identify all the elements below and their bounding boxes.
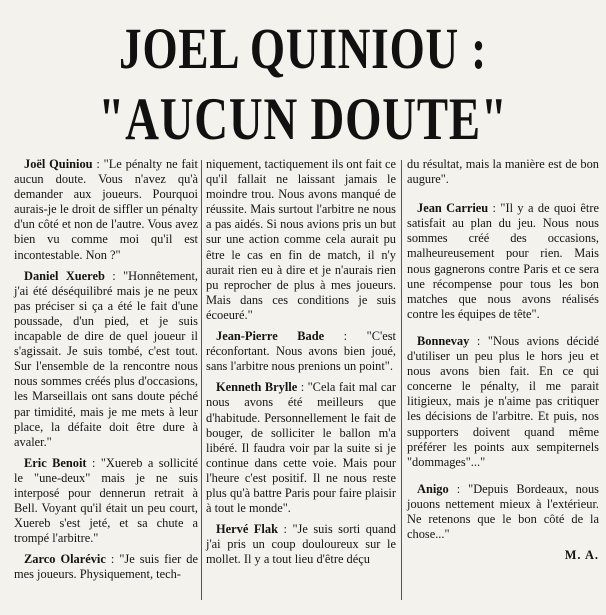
speaker-name: Hervé Flak [216,522,278,537]
quote-paragraph [407,201,599,322]
speaker-name: Eric Benoit [24,455,87,470]
quote-paragraph [14,157,198,263]
speaker-name: Anigo [417,481,449,496]
quote-text: : "Nous avions décidé d'utiliser un peu plus le hors jeu et nous avons bien fait. En ce qui concerne le pénalty, il me parait litigieux, mais je n'aime pas critiquer les décisions de l'arbitre. Et puis, nos supporters doivent quand même préférer les points aux sempiternels "dommages"..." [407,333,599,469]
quote-paragraph [206,329,396,374]
quote-paragraph [14,552,198,582]
quote-text: : "Je suis sorti quand j'ai pris un coup douloureux sur le mollet. Il y a tout lieu d'être déçu [206,522,397,567]
column-3 [407,157,599,563]
quote-continuation [407,157,599,187]
quote-text: : "Xuereb a sollicité le "une-deux" mais je ne suis interposé pour dennerun retrait à Bell. Voyant qu'il était un peu court, Xuereb s'est jeté, et sa chute a trompé l'arbitre." [14,455,198,546]
quote-text: : "Je suis fier de mes joueurs. Physiquement, tech- [14,552,198,582]
quote-paragraph [14,456,198,547]
speaker-name: Zarco Olarévic [24,552,106,567]
quote-paragraph [407,334,599,470]
quote-text: : "Il y a de quoi être satisfait au plan du jeu. Nous nous sommes créé des occasions, malheureusement pour rien. Mais nous gagnerons contre Paris et ce sera une récompense pour tous les bon matches que nous avons réalisés contre les équipes de tête". [407,201,599,321]
speaker-name: Kenneth Brylle [216,380,298,395]
quote-paragraph [206,380,396,516]
column-rule-1 [201,160,202,600]
column-rule-2 [401,160,402,600]
quote-text: du résultat, mais la manière est de bon augure". [407,157,599,187]
quote-text: : "C'est réconfortant. Nous avons bien joué, sans l'arbitre nous prenions un point". [206,329,396,374]
headline-line-2: "AUCUN DOUTE" [98,86,508,152]
speaker-name: Joël Quiniou [24,157,93,171]
speaker-name: Bonnevay [417,333,470,348]
speaker-name: Jean-Pierre Bade [216,329,325,344]
author-signature: M. A. [564,548,599,563]
quote-paragraph [407,482,599,542]
quote-text: niquement, tactiquement ils ont fait ce qu'il fallait ne laissant jamais le moindre trou. Nous avons manqué de réussite. Mais surtout l'arbitre ne nous a pas aidés. Si nous avions pris un but sur une action comme cela aurait pu être le cas en fin de match, il n'y aurait rien eu à dire et je n'aurais rien pu reprocher de plus à mes joueurs. Mais dans ces conditions je suis écoeuré." [206,157,396,322]
headline-line-1: JOEL QUINIOU : [119,16,487,81]
speaker-name: Daniel Xuereb [24,268,105,283]
quote-text: : "Le pénalty ne fait aucun doute. Vous n'avez qu'à demander aux joueurs. Pourquoi aurais-je le droit de siffler un pénalty d'un côté et non de l'autre. Vous avez bien vu comme moi qu'il est incontestable. Non ?" [14,157,198,262]
speaker-name: Jean Carrieu [417,201,489,216]
column-1 [14,157,198,589]
quote-continuation [206,157,396,323]
quote-paragraph [206,522,396,567]
column-2 [206,157,396,573]
quote-text: : "Cela fait mal car nous avons été meilleurs que d'habitude. Personnellement le fait de bouger, de solliciter le ballon m'a libéré. Il faudra voir par la suite si je continue dans cette voie. Mais pour l'heure c'est positif. Il ne nous reste plus qu'à battre Paris pour faire plaisir à tout le monde". [206,380,396,516]
quote-text: : "Depuis Bordeaux, nous jouons nettement mieux à l'extérieur. Ne retenons que le bon côté de la chose..." [407,481,599,542]
quote-paragraph [14,269,198,450]
quote-text: : "Honnêtement, j'ai été déséquilibré mais je ne peux pas préciser si ça a été le fait d'une poussade, d'un pied, et je suis incapable de dire de quel joueur il s'agissait. Je suis tombé, c'est tout. Sur l'ensemble de la rencontre nous nous sommes créés plus d'occasions, les Marseillais ont sans doute péché par timidité, mais je me mets à leur place, la défaite doit être dure à avaler." [14,268,199,449]
